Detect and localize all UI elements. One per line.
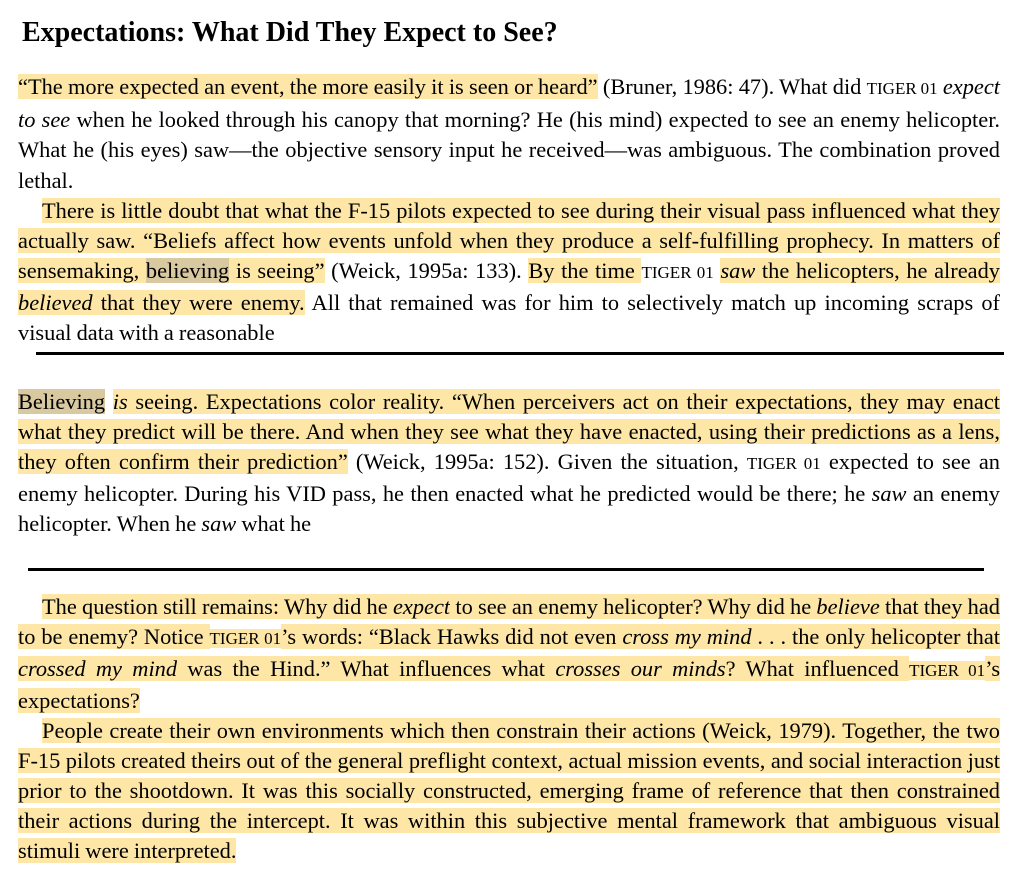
highlighted-text: TIGER 01 (909, 661, 986, 680)
highlighted-text: expect (392, 594, 451, 619)
highlighted-text: is (112, 389, 128, 414)
paragraph (18, 716, 1000, 866)
text-run: expect to see (18, 74, 1001, 132)
highlighted-text: that they had to be enemy? Notice (18, 594, 1000, 649)
highlighted-text: saw (720, 258, 756, 283)
highlighted-text: is seeing” (229, 258, 325, 283)
text-run (105, 389, 113, 414)
highlighted-text: seeing. Expectations color reality. “When perceivers act on their expectations, they may enact what they predict will be there. And when they see what they have enacted, using their predictions as a lens, they often confirm their prediction” (18, 389, 1000, 474)
highlighted-text: believing (145, 258, 230, 283)
callsign-text: TIGER 01 (746, 454, 821, 473)
highlighted-text: was the Hind.” What influences what (177, 656, 556, 681)
divider-line (36, 352, 1004, 355)
highlighted-text: “The more expected an event, the more easily it is seen or heard” (18, 74, 598, 99)
paragraph (18, 592, 1000, 716)
highlighted-text: People create their own environments which then constrain their actions (Weick, 1979). Together, the two F-15 pilots created theirs out of the general preflight context, actual mission events, and social interaction just prior to the shootdown. It was this socially constructed, emerging frame of reference that then constrained their actions during the intercept. It was within this subjective mental framework that ambiguous visual stimuli were interpreted. (18, 718, 1000, 863)
paragraph (18, 72, 1000, 196)
highlighted-text: . . . the only helicopter that (751, 624, 1001, 649)
excerpt-panel-3 (18, 592, 1000, 882)
highlighted-text: By the time (528, 258, 642, 283)
text-run: when he looked through his canopy that morning? He (his mind) expected to see an enemy helicopter. What he (his eyes) saw—the objective sensory input he received—was ambiguous. The combination proved lethal. (18, 106, 1001, 193)
highlighted-text: ? What influenced (725, 656, 910, 681)
paragraph (18, 387, 1000, 539)
highlighted-text: crossed my mind (18, 656, 178, 681)
highlighted-text: Believing (18, 389, 106, 414)
text-run: saw (871, 481, 907, 506)
highlighted-text: The question still remains: Why did he (42, 594, 393, 619)
text-run: saw (201, 511, 237, 536)
text-run: (Weick, 1995a: 133). (324, 258, 529, 283)
highlighted-text: TIGER 01 (209, 629, 282, 648)
highlighted-text: to see an enemy helicopter? Why did he (450, 594, 817, 619)
highlighted-text: crosses our minds (555, 656, 726, 681)
highlighted-text: ’s words: “Black Hawks did not even (281, 624, 623, 649)
text-run: (Bruner, 1986: 47). What did (597, 74, 867, 99)
section-heading: Expectations: What Did They Expect to See? (22, 17, 558, 48)
highlighted-text: believe (816, 594, 880, 619)
highlighted-text: There is little doubt that what the F-15 pilots expected to see during their visual pass influenced what they actually saw. “Beliefs affect how events unfold when they produce a self-fulfilling prophecy. In matters of sensemaking, (18, 198, 1000, 283)
paragraph (18, 196, 1000, 348)
highlighted-text: ’s expectations? (18, 656, 1001, 713)
excerpt-panel-2 (18, 387, 1001, 536)
highlighted-text: the helicopters, he already (755, 258, 1000, 283)
excerpt-panel-1 (18, 72, 1001, 345)
callsign-text: TIGER 01 (866, 79, 938, 98)
text-run: what he (236, 511, 312, 536)
callsign-text: TIGER 01 (641, 263, 714, 282)
divider-line (28, 568, 984, 571)
text-run: (Weick, 1995a: 152). Given the situation, (347, 449, 747, 474)
text-run: expected to see an enemy helicopter. During his VID pass, he then enacted what he predicted would be there; he (18, 449, 1001, 506)
text-run: All that remained was for him to selectively match up incoming scraps of visual data with a reasonable (18, 290, 1001, 345)
text-run: an enemy helicopter. When he (18, 481, 1001, 536)
highlighted-text: that they were enemy. (92, 290, 305, 315)
highlighted-text: believed (18, 290, 93, 315)
highlighted-text: cross my mind (622, 624, 752, 649)
